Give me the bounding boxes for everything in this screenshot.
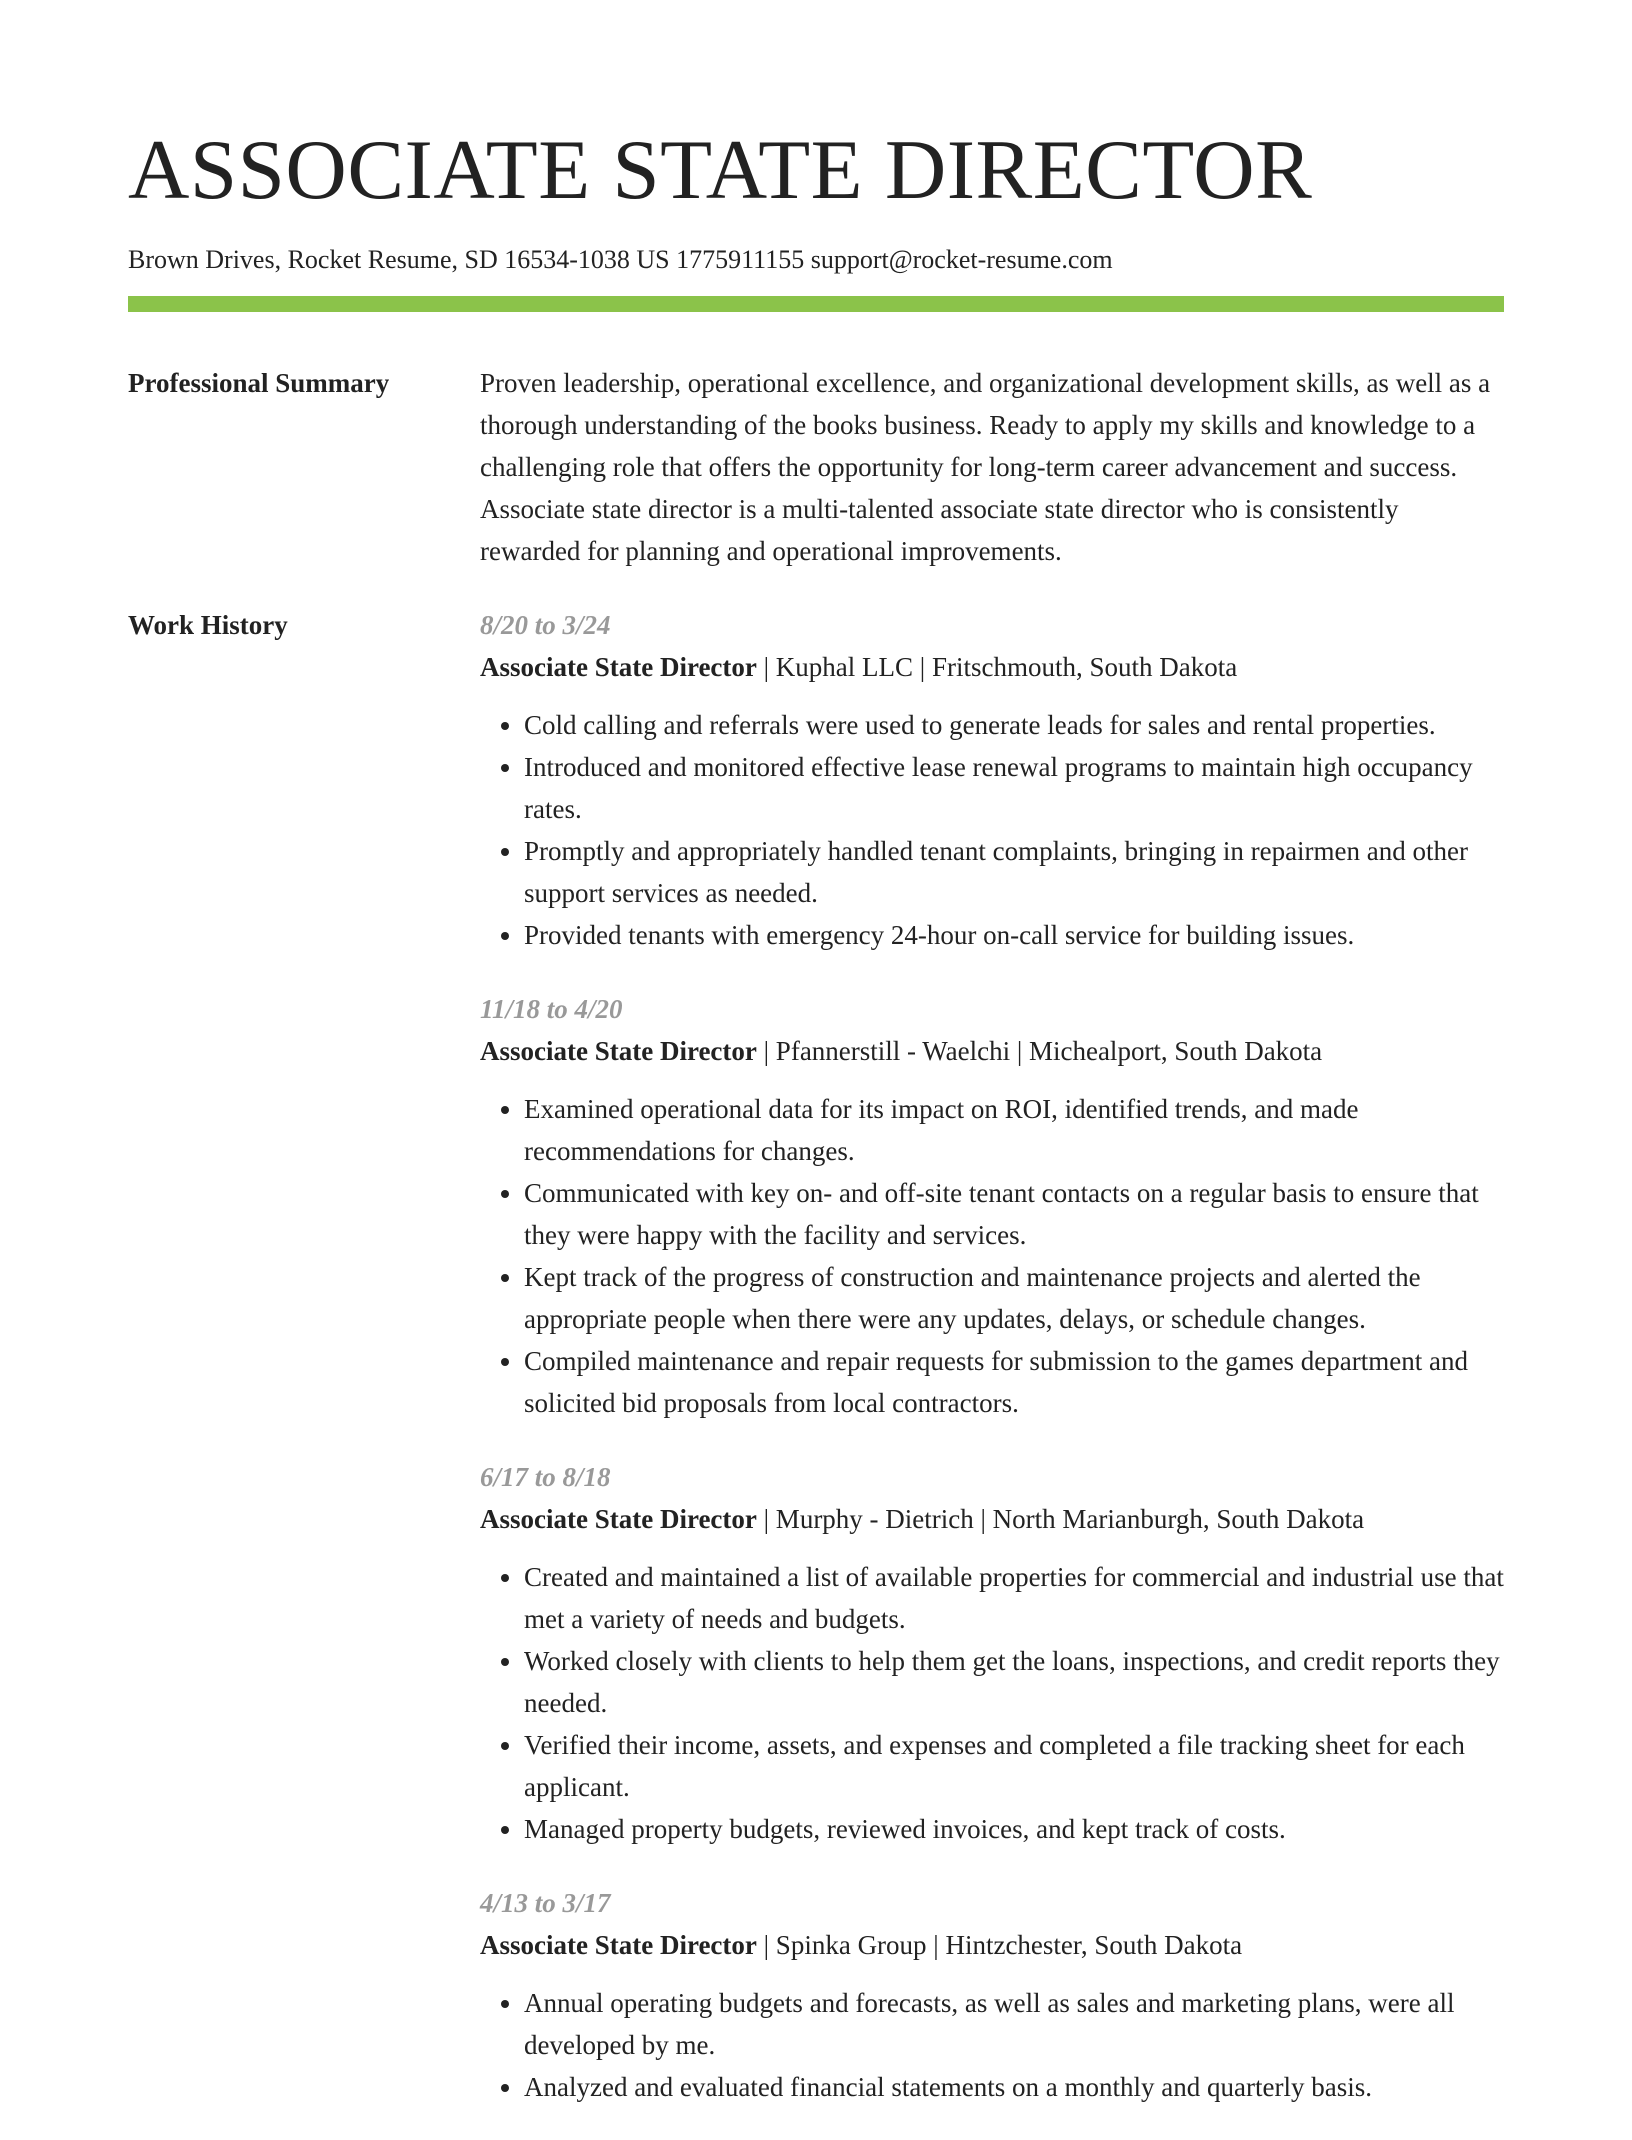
job-bullet-list <box>480 1088 1504 1424</box>
job-title-line <box>480 1924 1504 1966</box>
job-title: Associate State Director <box>480 1036 757 1066</box>
job-bullet: • Verified their income, assets, and expenses and completed a file tracking sheet for each applicant. <box>524 1724 1504 1808</box>
job-bullet: • Compiled maintenance and repair requests for submission to the games department and solicited bid proposals from local contractors. <box>524 1340 1504 1424</box>
job-bullet: • Created and maintained a list of available properties for commercial and industrial use that met a variety of needs and budgets. <box>524 1556 1504 1640</box>
section-label-work-history: Work History <box>128 610 288 640</box>
resume-name-heading: ASSOCIATE STATE DIRECTOR <box>128 123 1313 217</box>
resume-page <box>128 0 1504 2140</box>
job-entry <box>480 604 1504 956</box>
job-bullet: • Provided tenants with emergency 24-hour on-call service for building issues. <box>524 914 1504 956</box>
job-company-location: | Spinka Group | Hintzchester, South Dakota <box>756 1930 1243 1960</box>
job-bullet: • Cold calling and referrals were used to generate leads for sales and rental properties. <box>524 704 1504 746</box>
job-title: Associate State Director <box>480 652 757 682</box>
job-title-line <box>480 646 1504 688</box>
job-bullet: • Communicated with key on- and off-site tenant contacts on a regular basis to ensure that they were happy with the facility and services. <box>524 1172 1504 1256</box>
job-dates: 4/13 to 3/17 <box>480 1888 611 1918</box>
summary-text: Proven leadership, operational excellence, and organizational development skills, as well as a thorough understanding of the books business. Ready to apply my skills and knowledge to a challenging role that offers the opportunity for long-term career advancement and success. Associate state director is a multi-talented associate state director who is consistently rewarded for planning and operational improvements. <box>480 368 1491 566</box>
accent-divider <box>128 296 1504 312</box>
work-history-list <box>480 604 1504 2140</box>
job-bullet: • Kept track of the progress of construction and maintenance projects and alerted the appropriate people when there were any updates, delays, or schedule changes. <box>524 1256 1504 1340</box>
job-company-location: | Kuphal LLC | Fritschmouth, South Dakota <box>756 652 1238 682</box>
job-bullet: • Managed property budgets, reviewed invoices, and kept track of costs. <box>524 1808 1504 1850</box>
job-bullet: • Worked closely with clients to help them get the loans, inspections, and credit reports they needed. <box>524 1640 1504 1724</box>
job-entry <box>480 1882 1504 2108</box>
job-dates: 11/18 to 4/20 <box>480 994 623 1024</box>
job-title-line <box>480 1030 1504 1072</box>
professional-summary-section <box>128 362 1504 572</box>
job-bullet-list <box>480 1556 1504 1850</box>
job-title-line <box>480 1498 1504 1540</box>
job-entry <box>480 1456 1504 1850</box>
job-bullet: • Analyzed and evaluated financial statements on a monthly and quarterly basis. <box>524 2066 1504 2108</box>
job-company-location: | Pfannerstill - Waelchi | Michealport, South Dakota <box>756 1036 1323 1066</box>
work-history-section <box>128 604 1504 2140</box>
job-title: Associate State Director <box>480 1504 757 1534</box>
job-bullet: • Promptly and appropriately handled tenant complaints, bringing in repairmen and other support services as needed. <box>524 830 1504 914</box>
job-entry <box>480 988 1504 1424</box>
job-bullet: • Introduced and monitored effective lease renewal programs to maintain high occupancy rates. <box>524 746 1504 830</box>
job-bullet-list <box>480 704 1504 956</box>
job-dates: 6/17 to 8/18 <box>480 1462 611 1492</box>
contact-line: Brown Drives, Rocket Resume, SD 16534-1038 US 1775911155 support@rocket-resume.com <box>128 245 1113 274</box>
job-dates: 8/20 to 3/24 <box>480 610 611 640</box>
section-label-summary: Professional Summary <box>128 368 390 398</box>
job-bullet-list <box>480 1982 1504 2108</box>
job-company-location: | Murphy - Dietrich | North Marianburgh, South Dakota <box>756 1504 1365 1534</box>
job-bullet: • Examined operational data for its impact on ROI, identified trends, and made recommendations for changes. <box>524 1088 1504 1172</box>
job-title: Associate State Director <box>480 1930 757 1960</box>
job-bullet: • Annual operating budgets and forecasts, as well as sales and marketing plans, were all developed by me. <box>524 1982 1504 2066</box>
